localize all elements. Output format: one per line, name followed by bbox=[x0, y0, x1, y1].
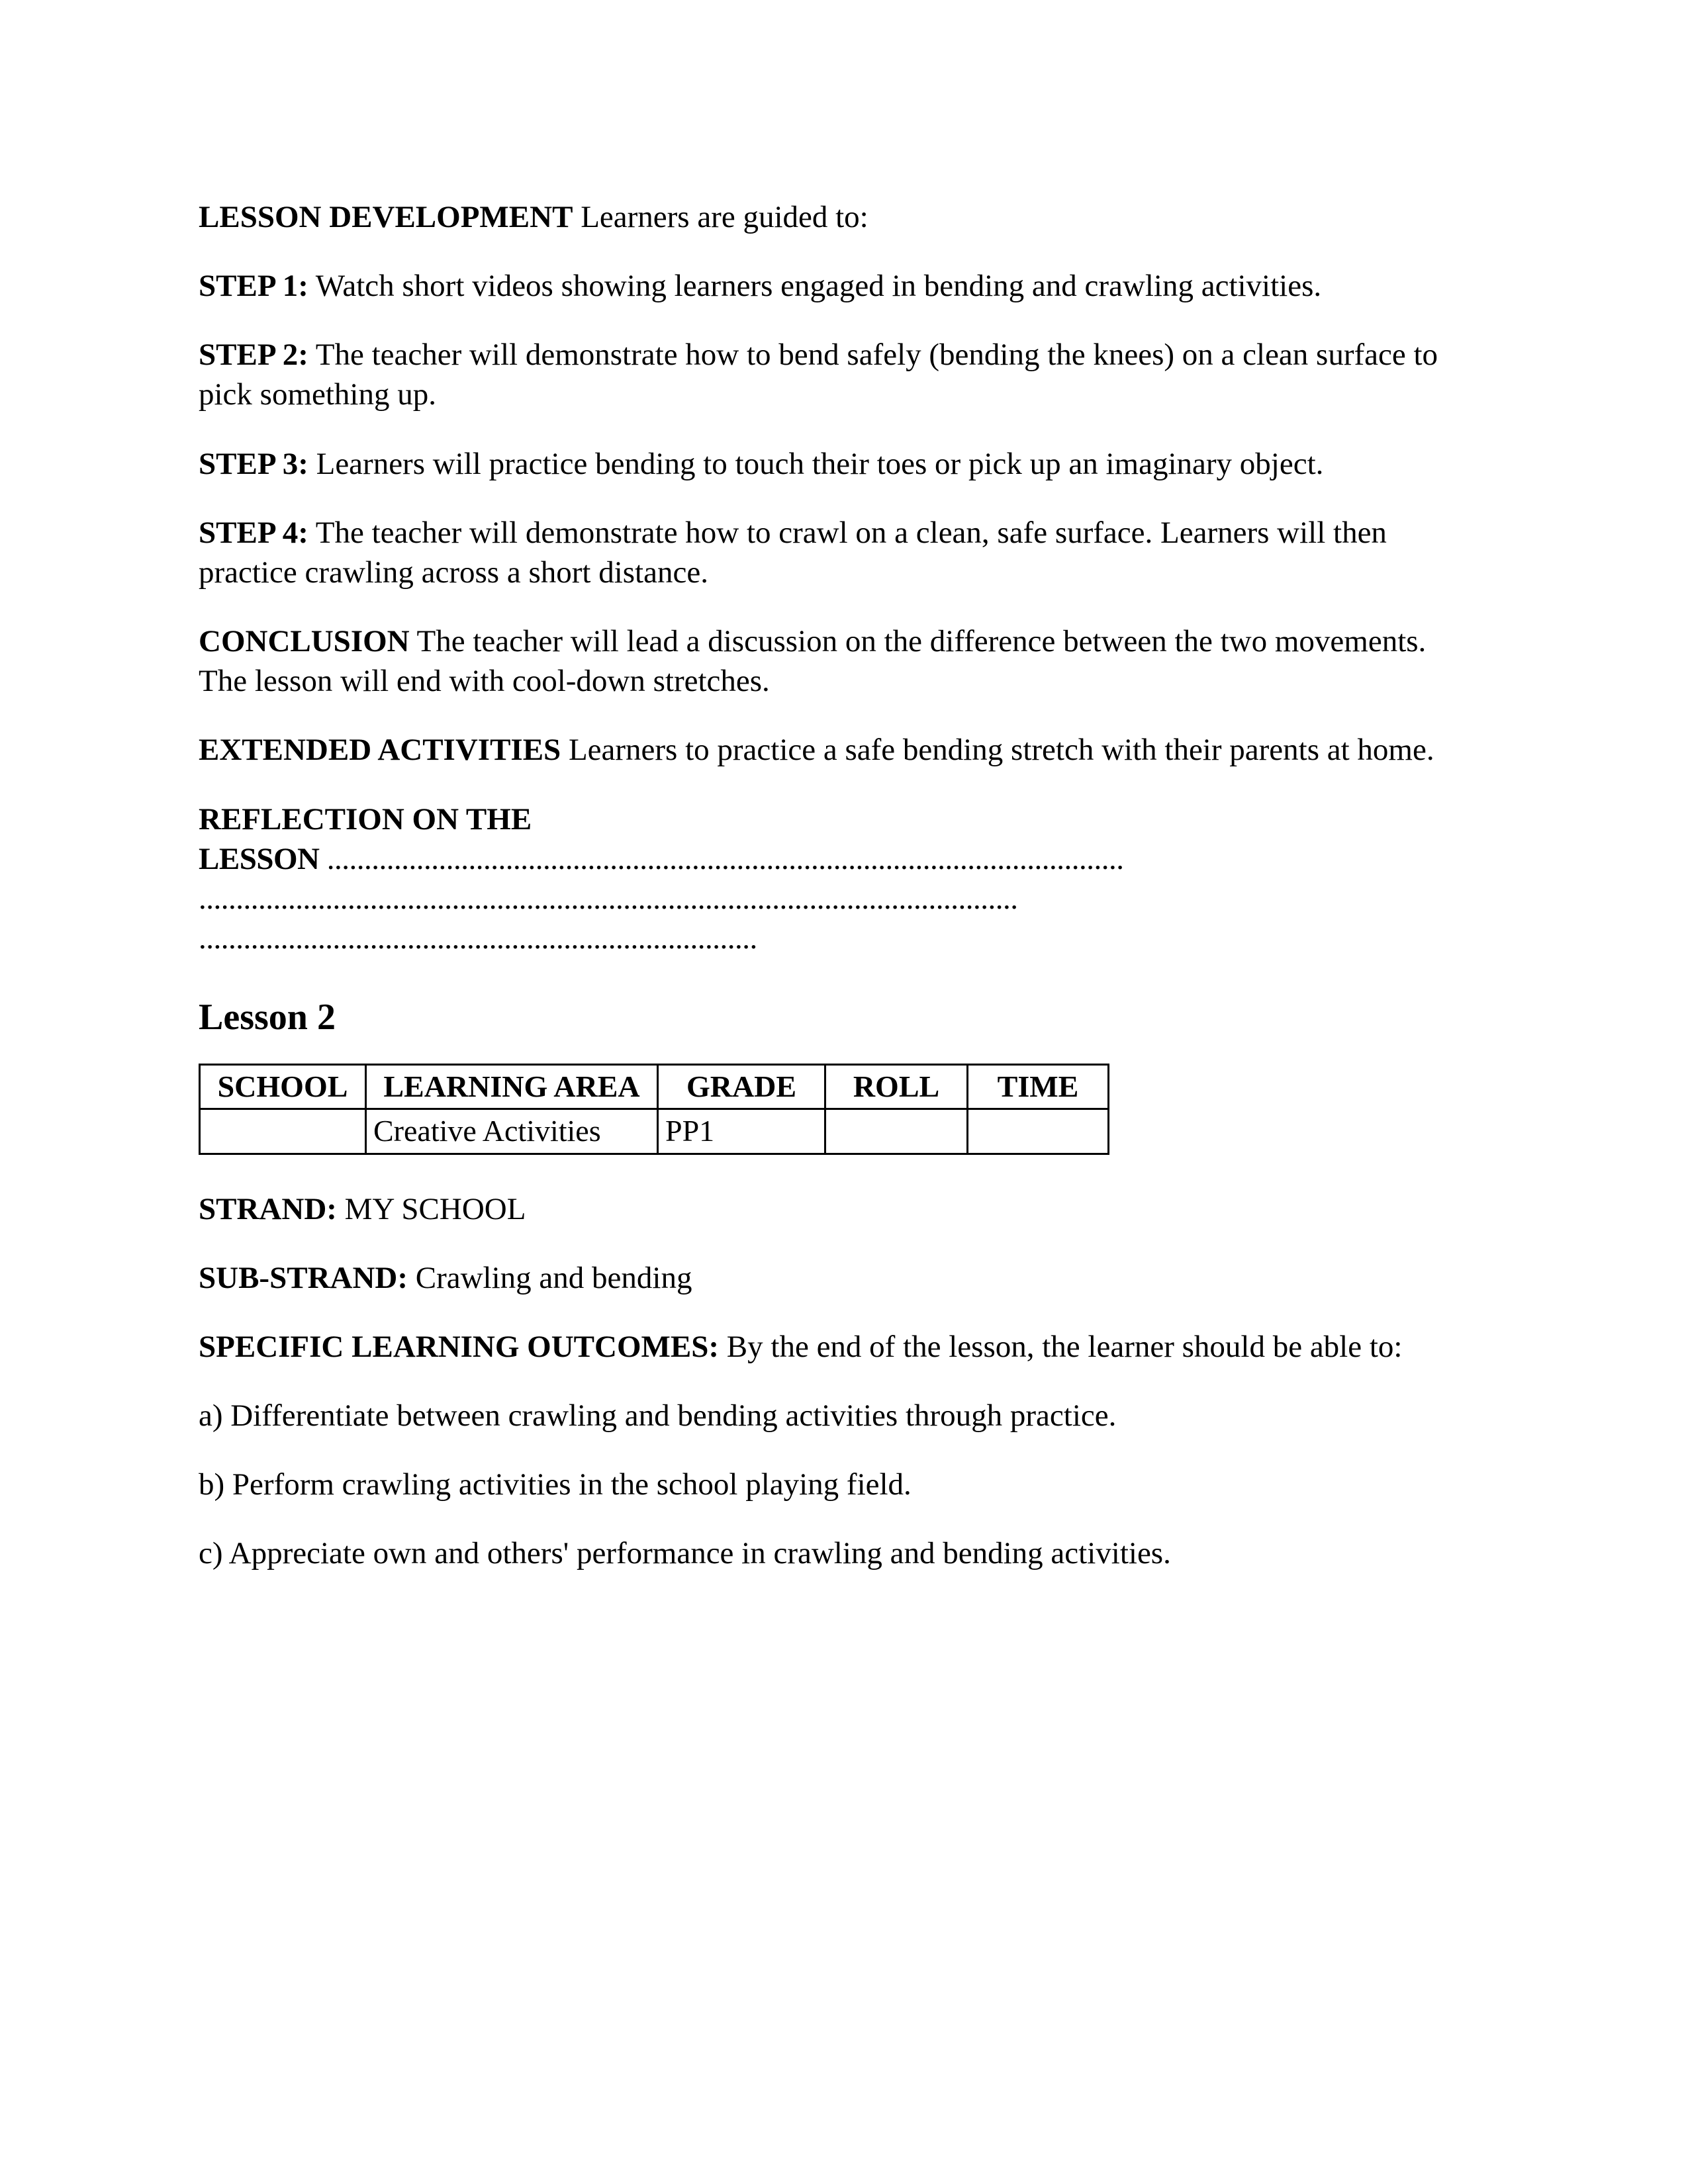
sub-strand-paragraph bbox=[199, 1258, 1470, 1298]
step-3-paragraph bbox=[199, 444, 1470, 484]
table-header-learning-area: LEARNING AREA bbox=[366, 1065, 658, 1109]
step-1-text: Watch short videos showing learners engaged in bending and crawling activities. bbox=[308, 269, 1322, 304]
step-1-paragraph bbox=[199, 266, 1470, 306]
table-cell-roll bbox=[825, 1109, 968, 1154]
specific-learning-outcomes-paragraph bbox=[199, 1327, 1470, 1367]
lesson-2-heading: Lesson 2 bbox=[199, 997, 336, 1038]
step-4-label: STEP 4: bbox=[199, 515, 308, 550]
lesson-development-label: LESSON DEVELOPMENT bbox=[199, 200, 573, 234]
table-cell-school bbox=[200, 1109, 366, 1154]
conclusion-text: The teacher will lead a discussion on the difference between the two movements. The lesson will end with cool-down stretches. bbox=[199, 624, 1427, 699]
strand-text: MY SCHOOL bbox=[336, 1191, 526, 1226]
reflection-dots-line-3: ........................................................................... bbox=[199, 921, 757, 956]
conclusion-label: CONCLUSION bbox=[199, 624, 410, 659]
table-cell-grade: PP1 bbox=[658, 1109, 825, 1154]
extended-activities-paragraph bbox=[199, 730, 1470, 770]
extended-activities-text: Learners to practice a safe bending stretch with their parents at home. bbox=[561, 733, 1434, 768]
lesson-info-table bbox=[199, 1064, 1109, 1154]
table-header-grade: GRADE bbox=[658, 1065, 825, 1109]
sub-strand-text: Crawling and bending bbox=[408, 1260, 692, 1295]
table-header-time: TIME bbox=[968, 1065, 1109, 1109]
specific-learning-outcomes-text: By the end of the lesson, the learner should be able to: bbox=[719, 1329, 1403, 1364]
step-3-label: STEP 3: bbox=[199, 446, 308, 481]
outcome-item-a: a) Differentiate between crawling and bending activities through practice. bbox=[199, 1398, 1117, 1433]
reflection-dots-line-2: .............................................................................................................. bbox=[199, 881, 1018, 916]
strand-label: STRAND: bbox=[199, 1191, 337, 1226]
table-row bbox=[200, 1109, 1109, 1154]
table-header-row bbox=[200, 1065, 1109, 1109]
step-2-label: STEP 2: bbox=[199, 338, 308, 373]
step-4-text: The teacher will demonstrate how to crawl on a clean, safe surface. Learners will then practice crawling across a short distance. bbox=[199, 515, 1387, 590]
conclusion-paragraph bbox=[199, 621, 1470, 701]
step-4-paragraph bbox=[199, 513, 1470, 592]
table-header-school: SCHOOL bbox=[200, 1065, 366, 1109]
table-cell-learning-area: Creative Activities bbox=[366, 1109, 658, 1154]
lesson-development-paragraph bbox=[199, 197, 1470, 237]
step-3-text: Learners will practice bending to touch their toes or pick up an imaginary object. bbox=[308, 446, 1324, 481]
step-2-text: The teacher will demonstrate how to bend safely (bending the knees) on a clean surface to pick something up. bbox=[199, 338, 1438, 412]
reflection-label-lesson: LESSON bbox=[199, 841, 320, 876]
lesson-development-text: Learners are guided to: bbox=[573, 200, 868, 234]
specific-learning-outcomes-label: SPECIFIC LEARNING OUTCOMES: bbox=[199, 1329, 720, 1364]
table-cell-time bbox=[968, 1109, 1109, 1154]
reflection-dots-line-1: ........................................................................................................... bbox=[319, 841, 1124, 876]
strand-paragraph bbox=[199, 1189, 1470, 1229]
extended-activities-label: EXTENDED ACTIVITIES bbox=[199, 733, 561, 768]
outcome-item-c: c) Appreciate own and others' performance in crawling and bending activities. bbox=[199, 1536, 1171, 1571]
reflection-on-the-lesson-block bbox=[199, 799, 1470, 959]
reflection-label-line-1: REFLECTION ON THE bbox=[199, 801, 532, 837]
table-header-roll: ROLL bbox=[825, 1065, 968, 1109]
step-1-label: STEP 1: bbox=[199, 269, 308, 304]
step-2-paragraph bbox=[199, 335, 1470, 414]
outcome-item-b: b) Perform crawling activities in the school playing field. bbox=[199, 1467, 912, 1502]
sub-strand-label: SUB-STRAND: bbox=[199, 1260, 408, 1295]
reflection-label-line-2-with-dots bbox=[199, 839, 1470, 879]
